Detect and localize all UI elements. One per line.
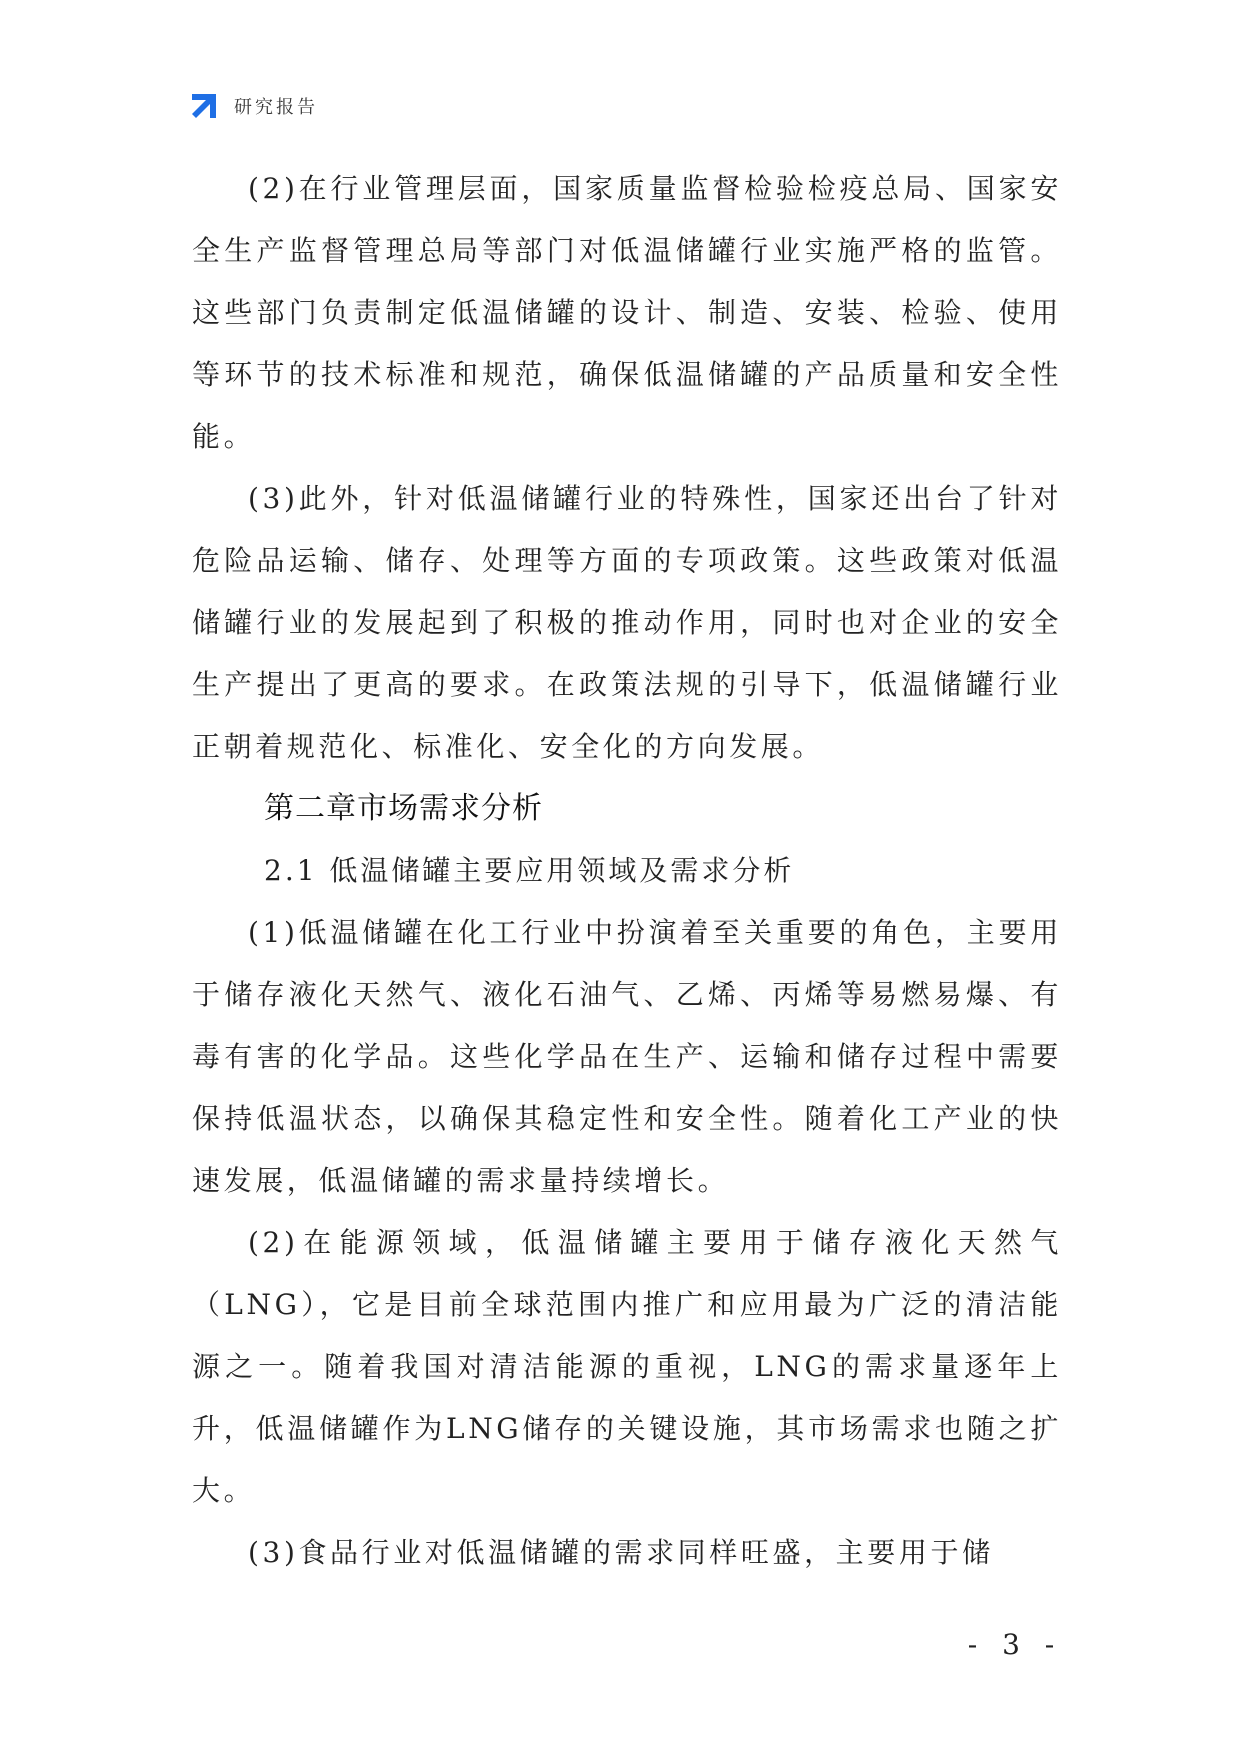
document-body [192,158,1062,1584]
section-title: 2.1 低温储罐主要应用领域及需求分析 [264,854,795,887]
chapter-title: 第二章市场需求分析 [264,791,543,826]
paragraph: (2)在行业管理层面，国家质量监督检验检疫总局、国家安全生产监督管理总局等部门对低温储罐行业实施严格的监管。这些部门负责制定低温储罐的设计、制造、安装、检验、使用等环节的技术标准和规范，确保低温储罐的产品质量和安全性能。 [192,172,1062,453]
paragraph: (3)食品行业对低温储罐的需求同样旺盛，主要用于储 [248,1536,994,1569]
page-header [188,88,318,124]
paragraph: (3)此外，针对低温储罐行业的特殊性，国家还出台了针对危险品运输、储存、处理等方面的专项政策。这些政策对低温储罐行业的发展起到了积极的推动作用，同时也对企业的安全生产提出了更高的要求。在政策法规的引导下，低温储罐行业正朝着规范化、标准化、安全化的方向发展。 [192,482,1062,763]
page-number: - 3 - [967,1628,1063,1661]
paragraph: (2)在能源领域，低温储罐主要用于储存液化天然气（LNG），它是目前全球范围内推广和应用最为广泛的清洁能源之一。随着我国对清洁能源的重视，LNG的需求量逐年上升，低温储罐作为LNG储存的关键设施，其市场需求也随之扩大。 [192,1226,1062,1507]
paragraph: (1)低温储罐在化工行业中扮演着至关重要的角色，主要用于储存液化天然气、液化石油气、乙烯、丙烯等易燃易爆、有毒有害的化学品。这些化学品在生产、运输和储存过程中需要保持低温状态，以确保其稳定性和安全性。随着化工产业的快速发展，低温储罐的需求量持续增长。 [192,916,1062,1197]
header-title: 研究报告 [234,97,318,118]
arrow-up-right-icon [188,90,220,122]
